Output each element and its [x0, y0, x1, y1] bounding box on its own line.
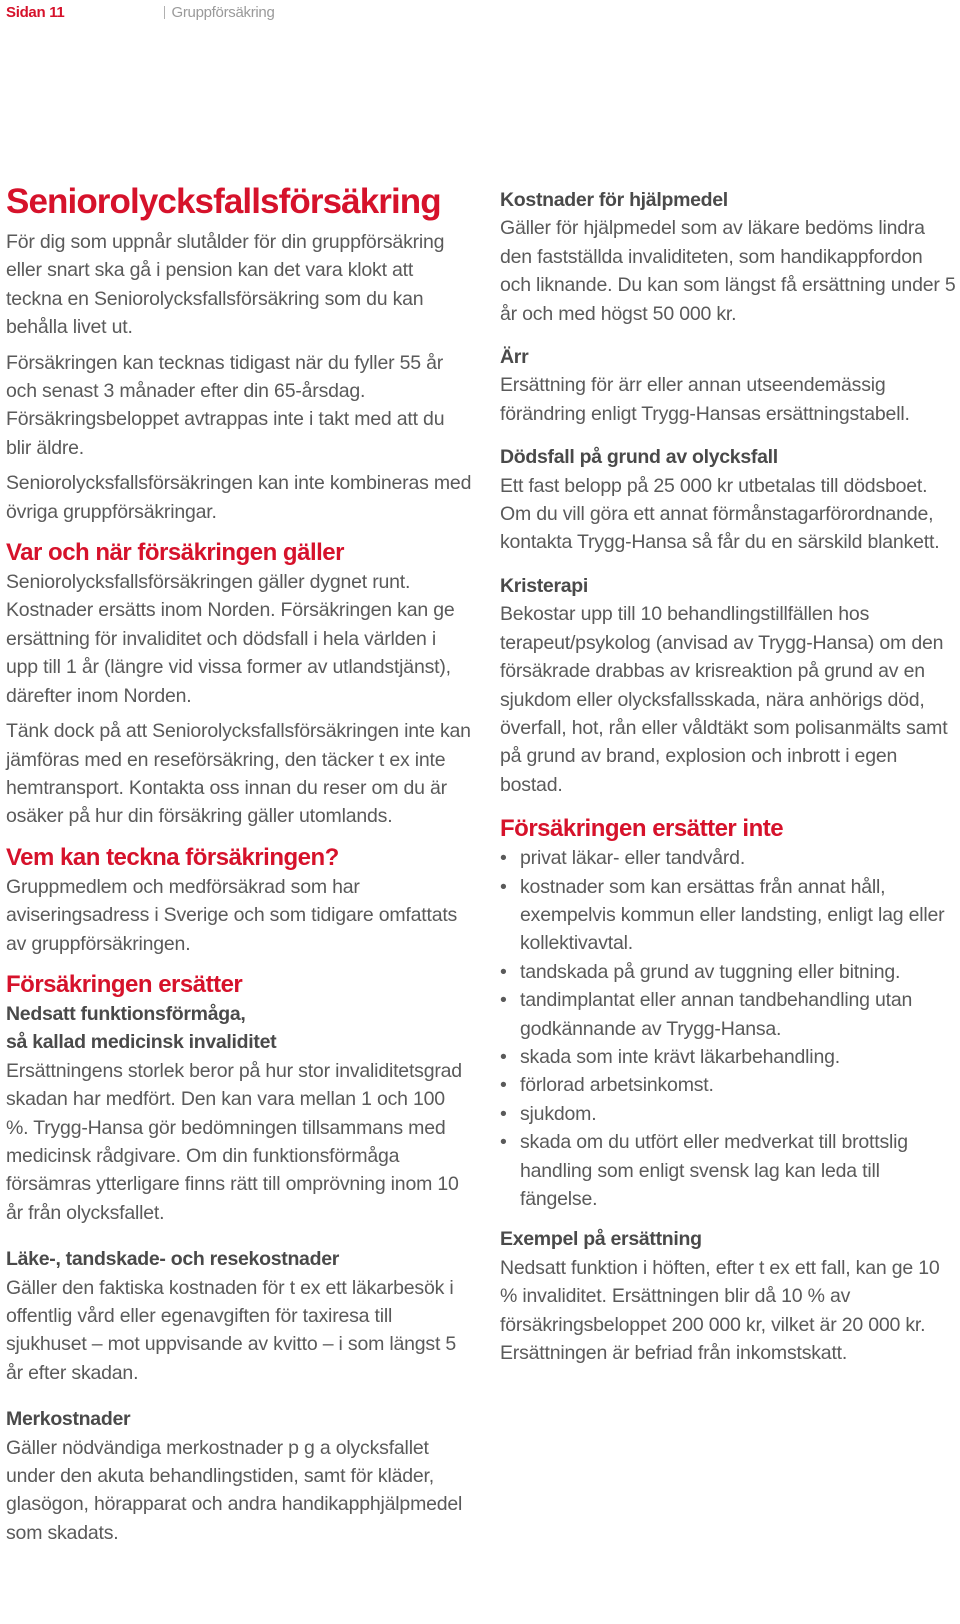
aids-heading: Kostnader för hjälpmedel — [500, 189, 728, 211]
invalidity-heading-line-2: så kallad medicinsk invaliditet — [6, 1031, 277, 1054]
intro-paragraph-3: Seniorolycksfallsförsäkringen kan inte kombineras med övriga gruppförsäkringar. — [6, 472, 472, 523]
list-item: • skada om du utfört eller medverkat till brottslig handling som enligt svensk lag kan leda till fängelse. — [500, 1128, 956, 1213]
example-section — [500, 1225, 956, 1367]
extra-costs-paragraph: Gäller nödvändiga merkostnader p g a olycksfallet under den akuta behandlingstiden, samt för kläder, glasögon, hörapparat och andra handikapphjälpmedel som skadats. — [6, 1436, 463, 1544]
covers-heading: Försäkringen ersätter — [6, 970, 243, 998]
invalidity-paragraph: Ersättningens storlek beror på hur stor invaliditetsgrad skadan har medfört. Den kan vara mellan 1 och 100 %. Trygg-Hansa gör bedömningen tillsammans med medicinsk rådgivare. Om din funktionsförmåga försämras ytterligare finns rätt till omprövning inom 10 år från olycksfallet. — [6, 1059, 462, 1224]
where-heading: Var och när försäkringen gäller — [6, 539, 344, 567]
example-heading: Exempel på ersättning — [500, 1228, 702, 1251]
crisis-heading: Kristerapi — [500, 574, 589, 597]
medical-costs-heading: Läke-, tandskade- och resekostnader — [6, 1248, 340, 1271]
crisis-paragraph: Bekostar upp till 10 behandlingstillfällen hos terapeut/psykolog (anvisad av Trygg-Hansa) om den försäkrade drabbas av krisreaktion på grund av en sjukdom eller olycksfallsskada, nära anhörigs död, överfall, hot, rån eller våldtäkt som polisanmälts samt på grund av brand, explosion och inbrott i egen bostad. — [500, 603, 948, 796]
where-paragraph-1: Seniorolycksfallsförsäkringen gäller dygnet runt. Kostnader ersätts inom Norden. Försäkringen kan ge ersättning för invaliditet och dödsfall i hela världen i upp till 1 år (längre vid vissa former av utlandstjänst), därefter inom Norden. — [6, 571, 455, 707]
who-heading: Vem kan teckna försäkringen? — [6, 843, 339, 871]
list-item: • sjukdom. — [500, 1100, 956, 1128]
extra-costs-heading: Merkostnader — [6, 1408, 131, 1431]
right-column — [500, 186, 956, 1382]
scar-paragraph: Ersättning för ärr eller annan utseendemässig förändring enligt Trygg-Hansas ersättningstabell. — [500, 374, 910, 425]
page-header — [6, 0, 275, 24]
intro-paragraph-2: Försäkringen kan tecknas tidigast när du fyller 55 år och senast 3 månader efter din 65-årsdag. Försäkringsbeloppet avtrappas inte i takt med att du blir äldre. — [6, 351, 445, 459]
where-paragraph-2: Tänk dock på att Seniorolycksfallsförsäkringen inte kan jämföras med en reseförsäkring, den täcker t ex inte hemtransport. Kontakta oss innan du reser om du är osäker på hur din försäkring gäller utomlands. — [6, 720, 471, 828]
crisis-section — [500, 572, 956, 799]
list-item: • förlorad arbetsinkomst. — [500, 1071, 956, 1099]
list-item: • tandimplantat eller annan tandbehandling utan godkännande av Trygg-Hansa. — [500, 986, 956, 1043]
scar-section — [500, 343, 956, 428]
page-title: Seniorolycksfallsförsäkring — [6, 182, 441, 221]
aids-section — [500, 186, 956, 328]
who-paragraph: Gruppmedlem och medförsäkrad som har aviseringsadress i Sverige och som tidigare omfattats av gruppförsäkringen. — [6, 875, 458, 955]
example-paragraph: Nedsatt funktion i höften, efter t ex ett fall, kan ge 10 % invaliditet. Ersättningen blir då 10 % av försäkringsbeloppet 200 000 kr, vilket är 20 000 kr. Ersättningen är befriad från inkomstskatt. — [500, 1256, 940, 1365]
left-column — [6, 182, 472, 1565]
death-section — [500, 443, 956, 557]
intro-paragraph-1: För dig som uppnår slutålder för din gruppförsäkring eller snart ska gå i pension kan det vara klokt att teckna en Seniorolycksfallsförsäkring som du kan behålla livet ut. — [6, 231, 445, 339]
header-divider — [164, 6, 165, 19]
scar-heading: Ärr — [500, 346, 529, 369]
not-covered-heading: Försäkringen ersätter inte — [500, 815, 784, 843]
aids-paragraph: Gäller för hjälpmedel som av läkare bedöms lindra den fastställda invaliditeten, som handikappfordon och liknande. Du kan som längst få ersättning under 5 år och med högst 50 000 kr. — [500, 217, 956, 325]
extra-costs-section — [6, 1405, 472, 1547]
list-item: • skada som inte krävt läkarbehandling. — [500, 1043, 956, 1071]
death-heading: Dödsfall på grund av olycksfall — [500, 446, 778, 469]
medical-costs-section — [6, 1245, 472, 1387]
section-name: Gruppförsäkring — [171, 3, 275, 21]
list-item: • privat läkar- eller tandvård. — [500, 844, 956, 872]
page-number: Sidan 11 — [6, 3, 65, 21]
invalidity-section — [6, 1000, 472, 1227]
invalidity-heading-line-1: Nedsatt funktionsförmåga, — [6, 1002, 246, 1025]
death-paragraph: Ett fast belopp på 25 000 kr utbetalas till dödsboet. Om du vill göra ett annat förmånstagarförordnande, kontakta Trygg-Hansa så får du en särskild blankett. — [500, 474, 940, 554]
list-item: • tandskada på grund av tuggning eller bitning. — [500, 958, 956, 986]
medical-costs-paragraph: Gäller den faktiska kostnaden för t ex ett läkarbesök i offentlig vård eller egenavgiften för taxiresa till sjukhuset – mot uppvisande av kvitto – i som längst 5 år efter skadan. — [6, 1276, 457, 1384]
list-item: • kostnader som kan ersättas från annat håll, exempelvis kommun eller landsting, enligt lag eller kollektivavtal. — [500, 873, 956, 958]
not-covered-list — [500, 844, 956, 1213]
